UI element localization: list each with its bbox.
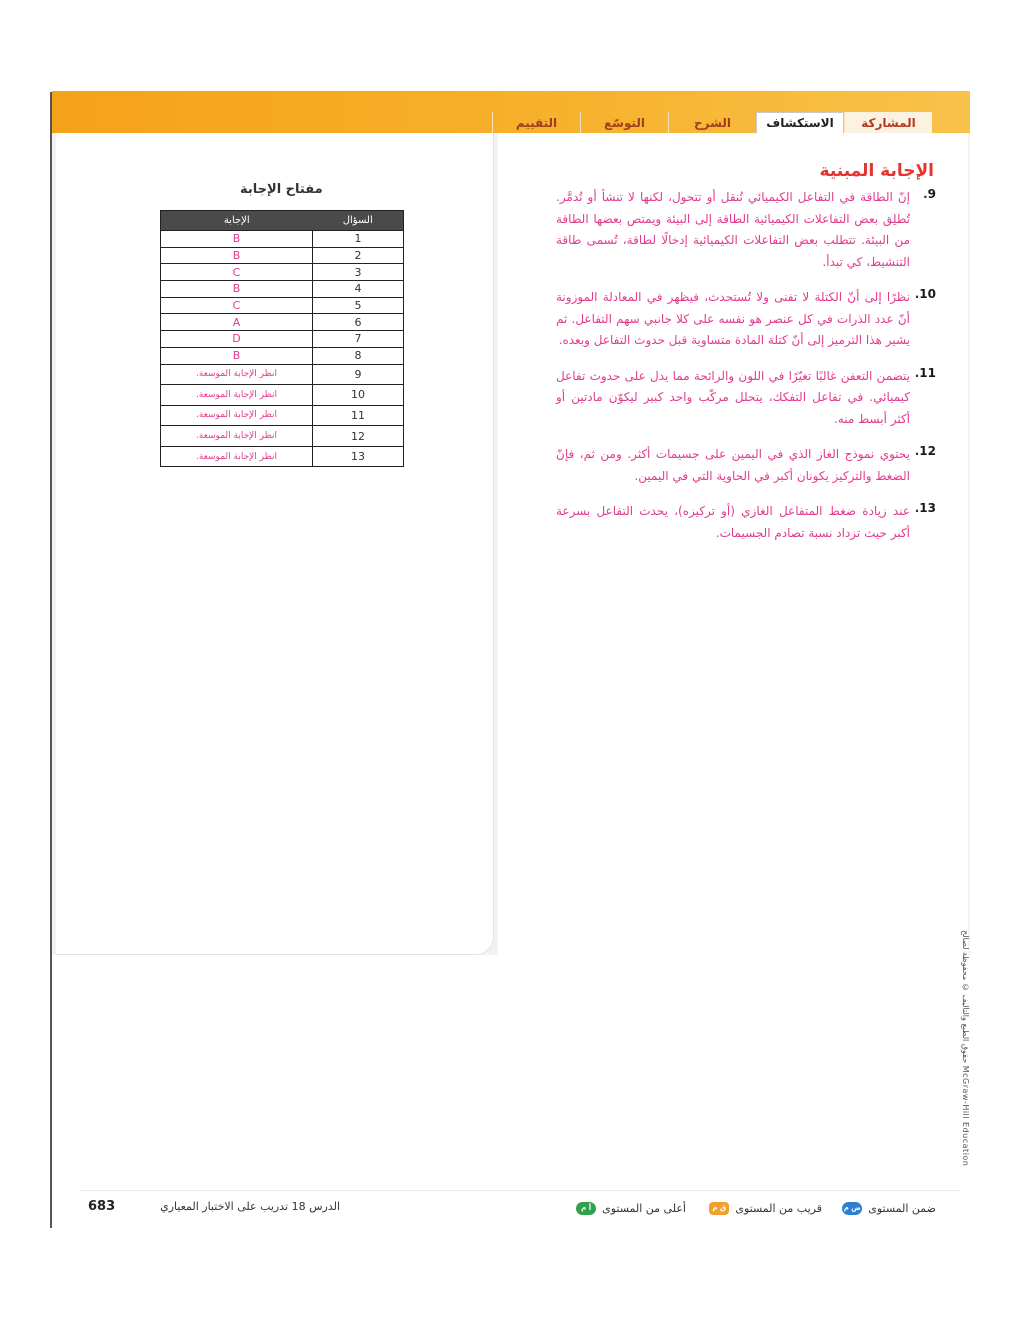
question-number-cell: 8 xyxy=(313,347,404,364)
question-number: 11 xyxy=(919,365,936,380)
answer-cell: B xyxy=(161,247,313,264)
table-row xyxy=(161,264,404,281)
section-title: الإجابة المبنية xyxy=(819,161,934,181)
table-row xyxy=(161,385,404,406)
table-row xyxy=(161,231,404,248)
legend-approaching-level xyxy=(709,1200,822,1216)
question-answer-text: نظرًا إلى أنّ الكتلة لا تفنى ولا تُستحدث، فيظهر في المعادلة الموزونة أنّ عدد الذرات في كل عنصر هو نفسه على كلا جانبي سهم التفاعل. ثم يشير هذا الترميز إلى أنّ كتلة المادة متساوية قبل حدوث التفاعل وبعده. xyxy=(556,290,910,347)
legend-label: ضمن المستوى xyxy=(868,1201,936,1215)
answer-cell: C xyxy=(161,297,313,314)
question-number-cell: 9 xyxy=(313,364,404,385)
answer-key-title: مفتاح الإجابة xyxy=(240,182,323,197)
table-row xyxy=(161,405,404,426)
legend-on-level xyxy=(842,1200,936,1216)
question-number-cell: 4 xyxy=(313,281,404,298)
answer-cell: انظر الإجابة الموسعة. xyxy=(161,385,313,406)
column-header-question: السؤال xyxy=(313,211,404,231)
question-item: 13. عند زيادة ضغط المتفاعل الغازي (أو تركيزه)، يحدث التفاعل بسرعة أكبر حيث تزداد نسبة تصادم الجسيمات. xyxy=(556,501,936,544)
answer-cell: D xyxy=(161,331,313,348)
question-answer-text: إنّ الطاقة في التفاعل الكيميائي تُنقل أو تتحول، لكنها لا تنشأ أو تُدمَّر. تُطلِق بعض التفاعلات الكيميائية الطاقة إلى البيئة ويمتص بعضها الطاقة من البيئة. تتطلب بعض التفاعلات الكيميائية إدخالًا لطاقة، تُسمى طاقة التنشيط، كي تبدأ. xyxy=(556,190,910,269)
table-row xyxy=(161,426,404,447)
tab-elaborate[interactable]: التوسّع xyxy=(580,112,668,133)
constructed-response-list xyxy=(556,187,936,558)
answer-cell: B xyxy=(161,347,313,364)
answer-cell: B xyxy=(161,281,313,298)
question-number-cell: 3 xyxy=(313,264,404,281)
tab-engage[interactable]: المشاركة xyxy=(844,112,932,133)
question-number-cell: 13 xyxy=(313,446,404,467)
question-number-cell: 5 xyxy=(313,297,404,314)
question-number-cell: 7 xyxy=(313,331,404,348)
legend-label: أعلى من المستوى xyxy=(602,1201,686,1215)
approaching-level-badge-icon: ق م xyxy=(709,1202,729,1215)
lesson-label: الدرس 18 تدريب على الاختبار المعياري xyxy=(160,1200,340,1213)
answer-key-table xyxy=(160,210,404,467)
footer-divider xyxy=(80,1190,960,1191)
question-number: 12 xyxy=(919,444,936,458)
copyright-notice: حقوق الطبع والتأليف © محفوظة لصالح McGraw-Hill Education xyxy=(961,930,970,1167)
tab-evaluate[interactable]: التقييم xyxy=(492,112,580,133)
table-row xyxy=(161,314,404,331)
question-number-cell: 1 xyxy=(313,231,404,248)
question-item: 11. يتضمن التعفن غالبًا تغيّرًا في اللون والرائحة مما يدل على حدوث تفاعل كيميائي. في تفاعل التفكك، يتحلل مركّب واحد كبير ليكوّن مادتين أو أكثر أبسط منه. xyxy=(556,366,936,431)
question-answer-text: يتضمن التعفن غالبًا تغيّرًا في اللون والرائحة مما يدل على حدوث تفاعل كيميائي. في تفاعل التفكك، يتحلل مركّب واحد كبير ليكوّن مادتين أو أكثر أبسط منه. xyxy=(556,368,910,426)
table-row xyxy=(161,281,404,298)
question-number: 9 xyxy=(927,187,936,201)
table-row xyxy=(161,247,404,264)
table-row xyxy=(161,364,404,385)
table-row xyxy=(161,297,404,314)
answer-cell: انظر الإجابة الموسعة. xyxy=(161,405,313,426)
column-header-answer: الإجابة xyxy=(161,211,313,231)
section-tabs xyxy=(490,112,932,133)
question-number-cell: 10 xyxy=(313,385,404,406)
question-item: 10. نظرًا إلى أنّ الكتلة لا تفنى ولا تُستحدث، فيظهر في المعادلة الموزونة أنّ عدد الذرات في كل عنصر هو نفسه على كلا جانبي سهم التفاعل. ثم يشير هذا الترميز إلى أنّ كتلة المادة متساوية قبل حدوث التفاعل وبعده. xyxy=(556,287,936,352)
beyond-level-badge-icon: أ م xyxy=(576,1202,596,1215)
answer-cell: انظر الإجابة الموسعة. xyxy=(161,426,313,447)
tab-explore[interactable]: الاستكشاف xyxy=(756,112,844,133)
question-number-cell: 11 xyxy=(313,405,404,426)
table-row xyxy=(161,347,404,364)
question-number-cell: 6 xyxy=(313,314,404,331)
answer-cell: B xyxy=(161,231,313,248)
page-number: 683 xyxy=(88,1199,116,1214)
question-number-cell: 12 xyxy=(313,426,404,447)
question-item: 12. يحتوي نموذج الغاز الذي في اليمين على جسيمات أكثر. ومن ثم، فإنّ الضغط والتركيز يكونان أكبر في الحاوية التي في اليمين. xyxy=(556,444,936,487)
question-item: 9. إنّ الطاقة في التفاعل الكيميائي تُنقل أو تتحول، لكنها لا تنشأ أو تُدمَّر. تُطلِق بعض التفاعلات الكيميائية الطاقة إلى البيئة ويمتص بعضها الطاقة من البيئة. تتطلب بعض التفاعلات الكيميائية إدخالًا لطاقة، تُسمى طاقة التنشيط، كي تبدأ. xyxy=(556,187,936,273)
answer-cell: انظر الإجابة الموسعة. xyxy=(161,364,313,385)
answer-cell: C xyxy=(161,264,313,281)
question-answer-text: عند زيادة ضغط المتفاعل الغازي (أو تركيزه)، يحدث التفاعل بسرعة أكبر حيث تزداد نسبة تصادم الجسيمات. xyxy=(556,504,910,540)
question-number-cell: 2 xyxy=(313,247,404,264)
question-answer-text: يحتوي نموذج الغاز الذي في اليمين على جسيمات أكثر. ومن ثم، فإنّ الضغط والتركيز يكونان أكبر في الحاوية التي في اليمين. xyxy=(556,447,910,483)
legend-beyond-level xyxy=(576,1200,686,1216)
answer-cell: انظر الإجابة الموسعة. xyxy=(161,446,313,467)
tab-explain[interactable]: الشرح xyxy=(668,112,756,133)
table-row xyxy=(161,331,404,348)
question-number: 13 xyxy=(919,501,936,515)
question-number: 10 xyxy=(919,287,936,301)
table-row xyxy=(161,446,404,467)
answer-cell: A xyxy=(161,314,313,331)
on-level-badge-icon: ض م xyxy=(842,1202,862,1215)
legend-label: قريب من المستوى xyxy=(735,1201,822,1215)
